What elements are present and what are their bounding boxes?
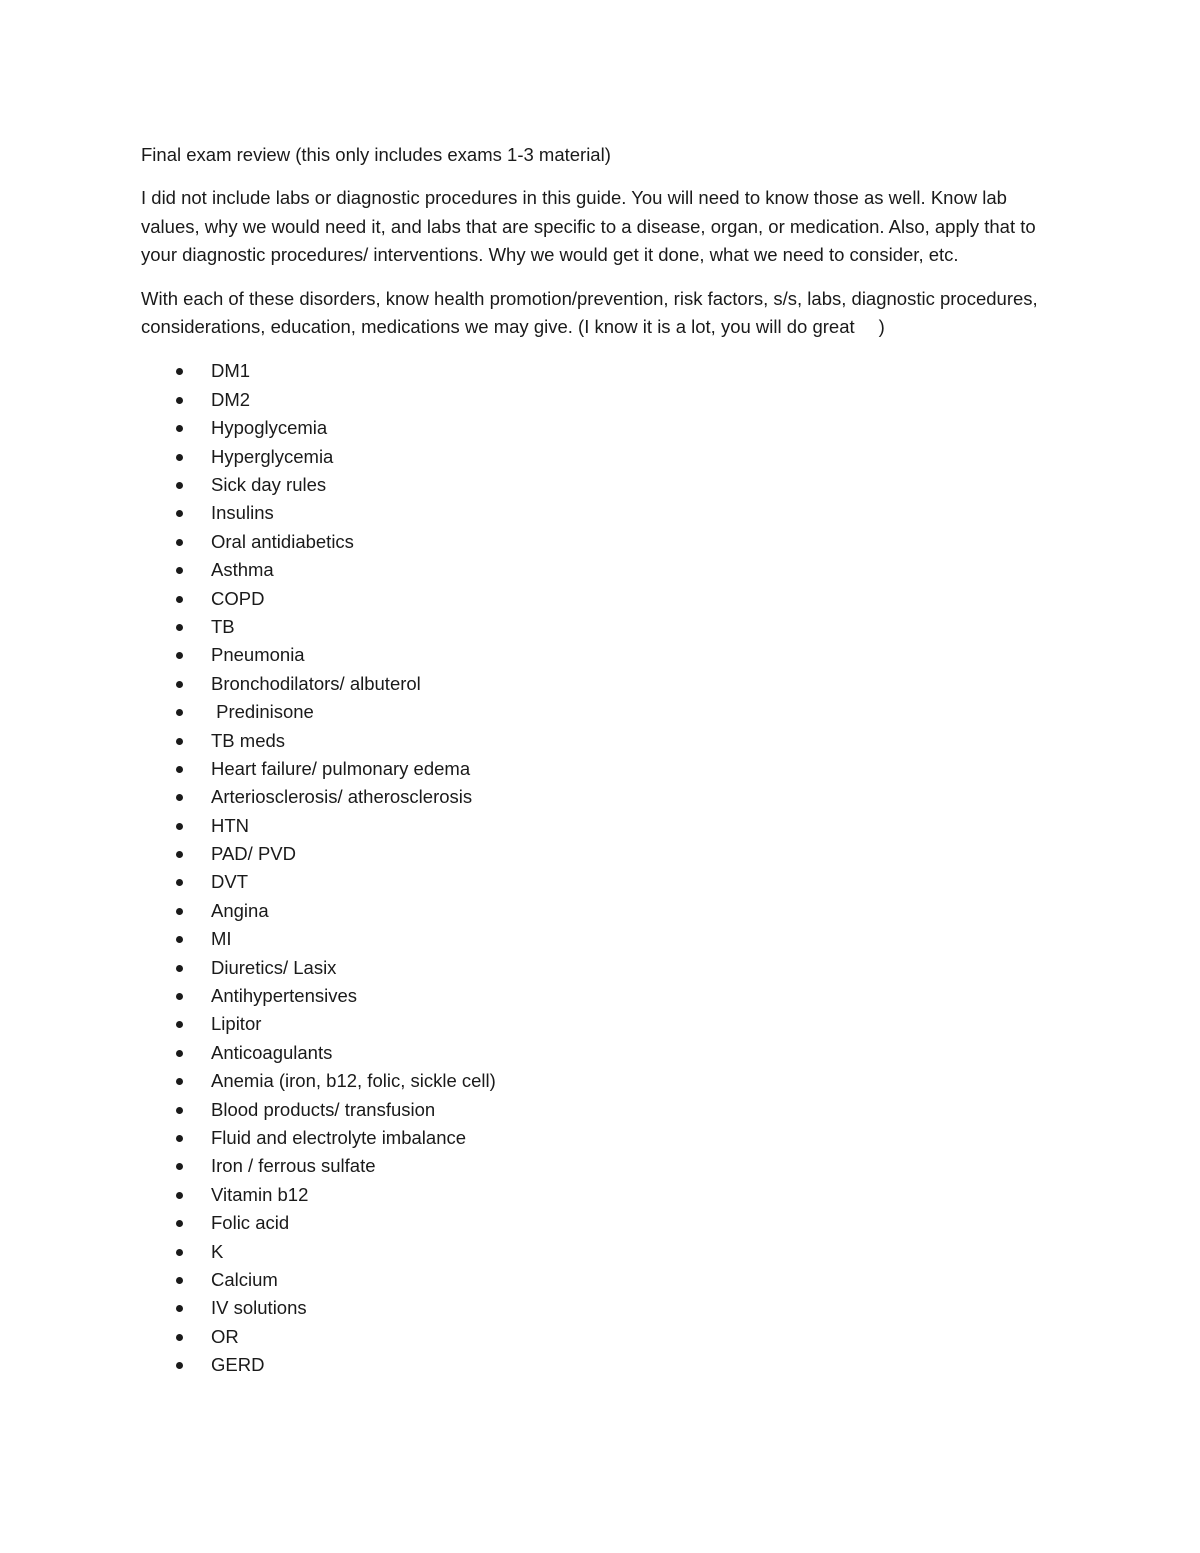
list-item-text: Fluid and electrolyte imbalance	[211, 1126, 467, 1148]
list-item-text: Predinisone	[211, 701, 314, 723]
list-item	[141, 414, 1061, 442]
list-item-text: DM1	[211, 360, 251, 382]
list-item	[141, 1010, 1061, 1038]
intro-paragraph: I did not include labs or diagnostic procedures in this guide. You will need to know those as well. Know lab values, why we would need it, and labs that are specific to a disease, organ, or medication. Also, apply that to your diagnostic procedures/ interventions. Why we would get it done, what we need to consider, etc.	[141, 187, 1036, 266]
list-item-text: Hypoglycemia	[211, 417, 328, 439]
list-item	[141, 585, 1061, 613]
list-item-text: Calcium	[211, 1268, 278, 1290]
bullet-icon	[176, 965, 183, 972]
bullet-icon	[176, 539, 183, 546]
list-item	[141, 613, 1061, 641]
bullet-icon	[176, 851, 183, 858]
list-item	[141, 1039, 1061, 1067]
list-item-text: Blood products/ transfusion	[211, 1098, 436, 1120]
bullet-icon	[176, 397, 183, 404]
bullet-icon	[176, 1050, 183, 1057]
document-body	[141, 141, 1061, 1380]
bullet-icon	[176, 1078, 183, 1085]
bullet-icon	[176, 823, 183, 830]
bullet-icon	[176, 908, 183, 915]
list-item-text: Folic acid	[211, 1212, 290, 1234]
bullet-icon	[176, 879, 183, 886]
list-item	[141, 556, 1061, 584]
list-item	[141, 897, 1061, 925]
bullet-icon	[176, 454, 183, 461]
bullet-icon	[176, 596, 183, 603]
bullet-icon	[176, 624, 183, 631]
list-item-text: Heart failure/ pulmonary edema	[211, 757, 471, 779]
list-item	[141, 698, 1061, 726]
list-item	[141, 443, 1061, 471]
list-item	[141, 1096, 1061, 1124]
bullet-icon	[176, 425, 183, 432]
bullet-icon	[176, 652, 183, 659]
bullet-icon	[176, 1277, 183, 1284]
list-item	[141, 641, 1061, 669]
list-item-text: Iron / ferrous sulfate	[211, 1155, 376, 1177]
list-item-text: MI	[211, 928, 232, 950]
list-item-text: OR	[211, 1325, 239, 1347]
list-item	[141, 1209, 1061, 1237]
bullet-icon	[176, 709, 183, 716]
bullet-icon	[176, 993, 183, 1000]
list-item	[141, 1152, 1061, 1180]
bullet-icon	[176, 1362, 183, 1369]
bullet-icon	[176, 738, 183, 745]
list-item	[141, 868, 1061, 896]
disorders-paragraph-text: With each of these disorders, know health promotion/prevention, risk factors, s/s, labs, diagnostic procedures, considerations, education, medications we may give. (I know it is a lot, you will do great	[141, 287, 1038, 338]
list-item	[141, 528, 1061, 556]
list-item-text: DVT	[211, 871, 248, 893]
bullet-icon	[176, 368, 183, 375]
list-item-text: Pneumonia	[211, 644, 305, 666]
list-item-text: Hyperglycemia	[211, 445, 334, 467]
bullet-icon	[176, 1220, 183, 1227]
list-item-text: PAD/ PVD	[211, 843, 296, 865]
list-item-text: Sick day rules	[211, 474, 327, 495]
list-item	[141, 357, 1061, 385]
list-item-text: COPD	[211, 587, 265, 609]
list-item-text: K	[211, 1240, 224, 1262]
list-item-text: Vitamin b12	[211, 1183, 309, 1205]
list-item-text: Anticoagulants	[211, 1041, 333, 1063]
list-item-text: Diuretics/ Lasix	[211, 956, 337, 978]
bullet-icon	[176, 1305, 183, 1312]
bullet-icon	[176, 1135, 183, 1142]
list-item-text: TB meds	[211, 729, 286, 751]
list-item-text: IV solutions	[211, 1297, 307, 1319]
list-item	[141, 954, 1061, 982]
bullet-icon	[176, 482, 183, 489]
list-item	[141, 1351, 1061, 1379]
list-item-text: Anemia (iron, b12, folic, sickle cell)	[211, 1070, 496, 1092]
list-item	[141, 982, 1061, 1010]
list-item-text: Bronchodilators/ albuterol	[211, 672, 421, 694]
bullet-icon	[176, 1163, 183, 1170]
list-item-text: Asthma	[211, 559, 274, 581]
list-item	[141, 1323, 1061, 1351]
list-item-text: DM2	[211, 388, 251, 410]
list-item	[141, 1266, 1061, 1294]
list-item	[141, 499, 1061, 527]
bullet-icon	[176, 681, 183, 688]
bullet-icon	[176, 567, 183, 574]
list-item-text: HTN	[211, 814, 250, 836]
list-item	[141, 1181, 1061, 1209]
bullet-icon	[176, 1021, 183, 1028]
list-item-text: Oral antidiabetics	[211, 530, 354, 552]
bullet-icon	[176, 1192, 183, 1199]
list-item	[141, 1067, 1061, 1095]
bullet-icon	[176, 1249, 183, 1256]
disorders-paragraph	[141, 285, 1061, 342]
bullet-icon	[176, 936, 183, 943]
list-item	[141, 783, 1061, 811]
disorders-paragraph-close: )	[878, 316, 885, 338]
list-item-text: Insulins	[211, 502, 274, 524]
list-item	[141, 727, 1061, 755]
bullet-icon	[176, 794, 183, 801]
list-item-text: Antihypertensives	[211, 985, 358, 1007]
list-item-text: Angina	[211, 899, 269, 921]
list-item-text: GERD	[211, 1354, 265, 1376]
bullet-icon	[176, 510, 183, 517]
list-item-text: Arteriosclerosis/ atherosclerosis	[211, 786, 473, 808]
topic-list	[141, 357, 1061, 1379]
list-item	[141, 1124, 1061, 1152]
list-item	[141, 1238, 1061, 1266]
bullet-icon	[176, 1107, 183, 1114]
list-item-text: Lipitor	[211, 1013, 262, 1035]
list-item-text: TB	[211, 615, 235, 637]
list-item	[141, 471, 1061, 499]
list-item	[141, 1294, 1061, 1322]
list-item	[141, 386, 1061, 414]
list-item	[141, 840, 1061, 868]
bullet-icon	[176, 766, 183, 773]
document-title: Final exam review (this only includes exams 1-3 material)	[141, 144, 611, 165]
list-item	[141, 670, 1061, 698]
list-item	[141, 925, 1061, 953]
list-item	[141, 812, 1061, 840]
list-item	[141, 755, 1061, 783]
bullet-icon	[176, 1334, 183, 1341]
